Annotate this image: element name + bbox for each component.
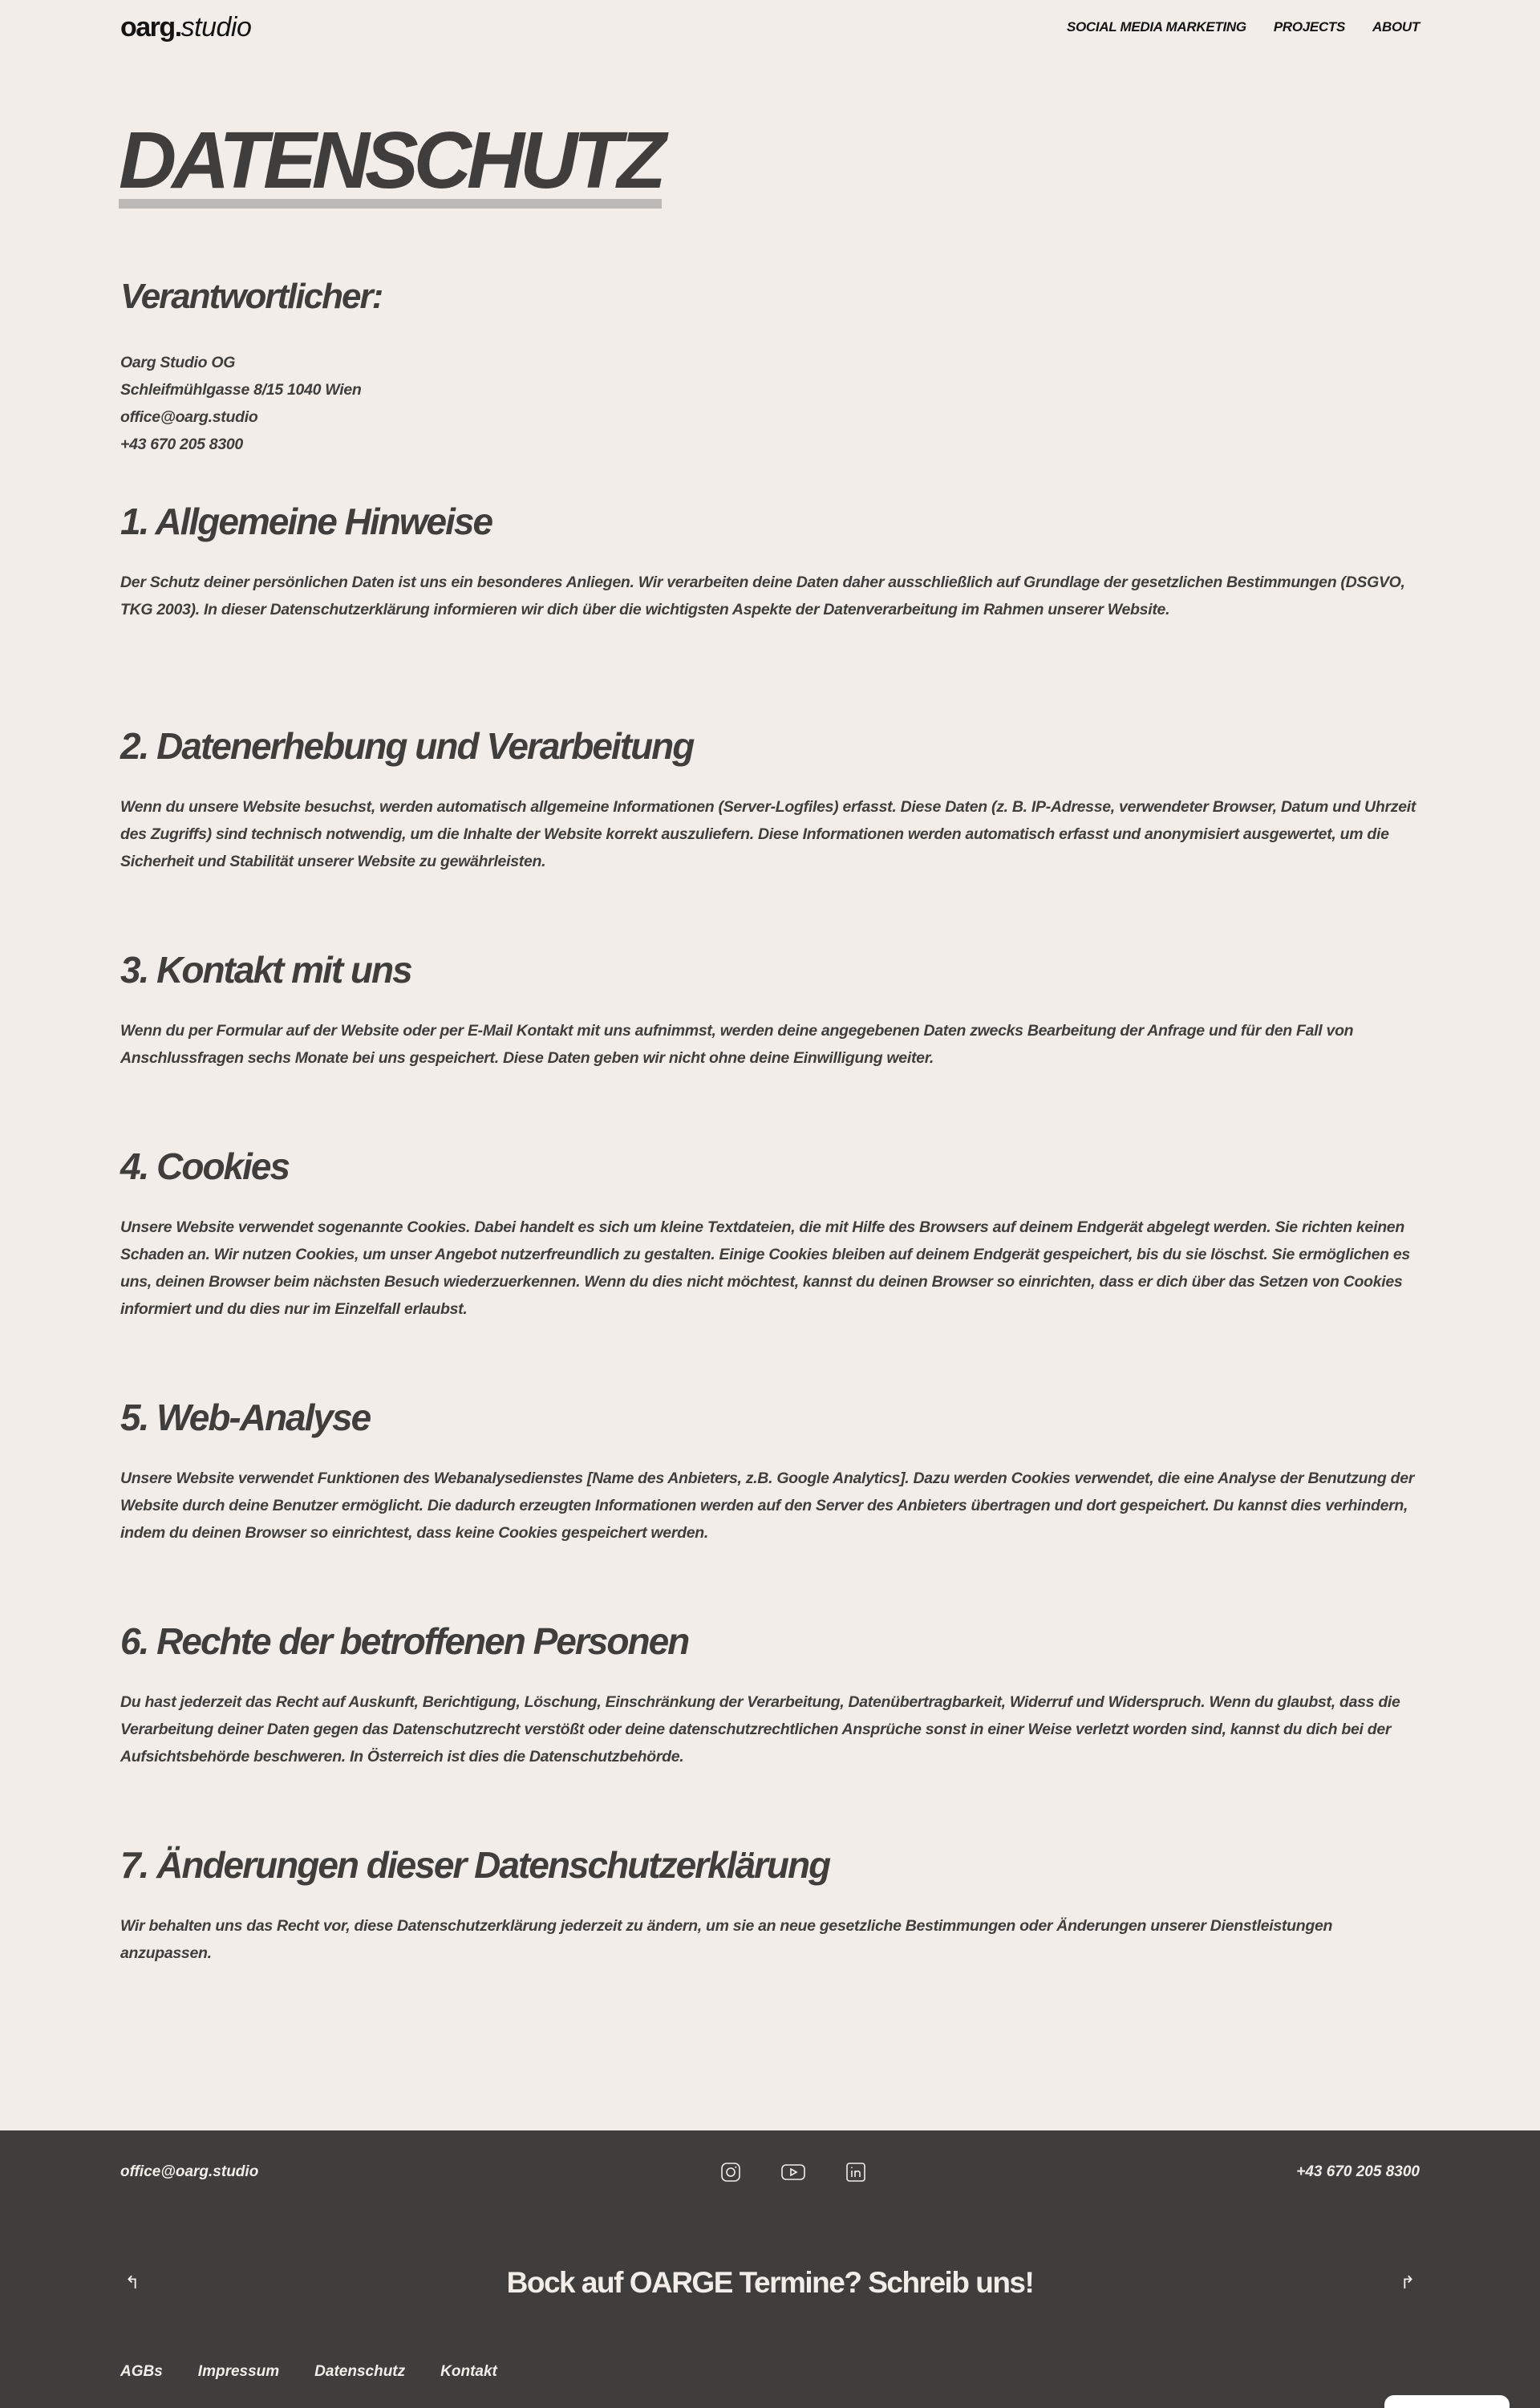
- logo-sub: studio: [180, 11, 252, 43]
- company-address: Schleifmühlgasse 8/15 1040 Wien: [120, 381, 362, 399]
- nav-projects[interactable]: PROJECTS: [1273, 19, 1346, 34]
- footer-link-impressum[interactable]: Impressum: [197, 2363, 280, 2380]
- section-heading: 1. Allgemeine Hinweise: [120, 501, 492, 542]
- nav-about[interactable]: ABOUT: [1372, 19, 1420, 34]
- footer-link-datenschutz[interactable]: Datenschutz: [314, 2363, 406, 2380]
- section-heading: 6. Rechte der betroffenen Personen: [120, 1620, 689, 1662]
- section-rights: [120, 1621, 1420, 1770]
- site-logo[interactable]: [120, 12, 251, 43]
- main-content: [119, 116, 1420, 1962]
- section-text: Der Schutz deiner persönlichen Daten ist uns ein besonderes Anliegen. Wir verarbeiten deine Daten daher ausschließlich auf Grundlage der gesetzlichen Bestimmungen (DSGVO, TKG 2003). In dieser Datenschutzerklärung informieren wir dich über die wichtigsten Aspekte der Datenverarbeitung im Rahmen unserer Website.: [120, 573, 1405, 618]
- section-general: [120, 501, 1420, 623]
- section-heading: 4. Cookies: [120, 1145, 290, 1187]
- section-text: Unsere Website verwendet sogenannte Cookies. Dabei handelt es sich um kleine Textdateien, die mit Hilfe des Browsers auf deinem Endgerät abgelegt werden. Sie richten keinen Schaden an. Wir nutzen Cookies, um unser Angebot nutzerfreundlich zu gestalten. Einige Cookies bleiben auf deinem Endgerät gespeichert, bis du sie löschst. Sie ermöglichen es uns, deinen Browser beim nächsten Besuch wiederzuerkennen. Wenn du dies nicht möchtest, kannst du deinen Browser so einrichten, dass er dich über das Setzen von Cookies informiert und du dies nur im Einzelfall erlaubst.: [120, 1218, 1410, 1318]
- cookie-widget-tab[interactable]: [1384, 2395, 1510, 2408]
- responsible-contact: [120, 349, 362, 458]
- main-nav: [1067, 19, 1420, 35]
- section-heading: 2. Datenerhebung und Verarbeitung: [120, 725, 694, 767]
- section-data-collection: [120, 726, 1420, 875]
- instagram-icon[interactable]: [718, 2159, 744, 2185]
- site-header: [120, 11, 1420, 43]
- section-text: Wir behalten uns das Recht vor, diese Datenschutzerklärung jederzeit zu ändern, um sie an neue gesetzliche Bestimmungen oder Änderungen unserer Dienstleistungen anzupassen.: [120, 1916, 1333, 1962]
- footer-phone-link[interactable]: +43 670 205 8300: [1296, 2163, 1420, 2180]
- site-footer: [0, 2130, 1540, 2408]
- section-cookies: [120, 1146, 1420, 1323]
- section-text: Unsere Website verwendet Funktionen des Webanalysedienstes [Name des Anbieters, z.B. Google Analytics]. Dazu werden Cookies verwendet, die eine Analyse der Benutzung der Website durch deine Benutzer ermöglicht. Die dadurch erzeugten Informationen werden auf den Server des Anbieters übertragen und dort gespeichert. Du kannst dies verhindern, indem du deinen Browser so einrichtest, dass keine Cookies gespeichert werden.: [120, 1469, 1415, 1542]
- logo-dot: .: [174, 11, 181, 43]
- social-links: [718, 2159, 869, 2185]
- responsible-heading: Verantwortlicher:: [120, 277, 383, 316]
- section-text: Du hast jederzeit das Recht auf Auskunft, Berichtigung, Löschung, Einschränkung der Verarbeitung, Datenübertragbarkeit, Widerruf und Widerspruch. Wenn du glaubst, dass die Verarbeitung deiner Daten gegen das Datenschutzrecht verstößt oder deine datenschutzrechtlichen Ansprüche sonst in einer Weise verletzt worden sind, kannst du dich bei der Aufsichtsbehörde beschweren. In Österreich ist dies die Datenschutzbehörde.: [120, 1692, 1400, 1765]
- linkedin-icon[interactable]: [843, 2159, 869, 2185]
- section-heading: 3. Kontakt mit uns: [120, 949, 411, 991]
- section-contact: [120, 950, 1420, 1072]
- section-web-analysis: [120, 1397, 1420, 1547]
- youtube-icon[interactable]: [780, 2159, 806, 2185]
- page-title-text: DATENSCHUTZ: [119, 116, 662, 205]
- arrow-left-icon: ↰: [124, 2272, 140, 2292]
- footer-link-kontakt[interactable]: Kontakt: [440, 2363, 497, 2380]
- page-title: [119, 116, 662, 205]
- cta-row: [120, 2259, 1420, 2307]
- company-phone: +43 670 205 8300: [120, 436, 243, 453]
- section-text: Wenn du unsere Website besuchst, werden automatisch allgemeine Informationen (Server-Logfiles) erfasst. Diese Daten (z. B. IP-Adresse, verwendeter Browser, Datum und Uhrzeit des Zugriffs) sind technisch notwendig, um die Inhalte der Website korrekt auszuliefern. Diese Informationen werden automatisch erfasst und anonymisiert ausgewertet, um die Sicherheit und Stabilität unserer Website zu gewährleisten.: [120, 797, 1416, 870]
- nav-social-media-marketing[interactable]: SOCIAL MEDIA MARKETING: [1066, 19, 1246, 34]
- section-text: Wenn du per Formular auf der Website oder per E-Mail Kontakt mit uns aufnimmst, werden deine angegebenen Daten zwecks Bearbeitung der Anfrage und für den Fall von Anschlussfragen sechs Monate bei uns gespeichert. Diese Daten geben wir nicht ohne deine Einwilligung weiter.: [120, 1021, 1354, 1067]
- company-email: office@oarg.studio: [120, 408, 258, 426]
- arrow-right-icon: ↱: [1400, 2272, 1416, 2292]
- company-name: Oarg Studio OG: [120, 354, 236, 371]
- section-heading: 5. Web-Analyse: [120, 1397, 371, 1438]
- section-changes: [120, 1845, 1420, 1967]
- footer-nav: [120, 2363, 497, 2381]
- section-heading: 7. Änderungen dieser Datenschutzerklärung: [120, 1844, 830, 1886]
- footer-link-agbs[interactable]: AGBs: [120, 2363, 163, 2380]
- footer-top-row: [120, 2155, 1420, 2190]
- logo-main: oarg: [120, 11, 175, 43]
- contact-cta-link[interactable]: Bock auf OARGE Termine? Schreib uns!: [506, 2266, 1034, 2299]
- footer-email-link[interactable]: office@oarg.studio: [120, 2163, 259, 2180]
